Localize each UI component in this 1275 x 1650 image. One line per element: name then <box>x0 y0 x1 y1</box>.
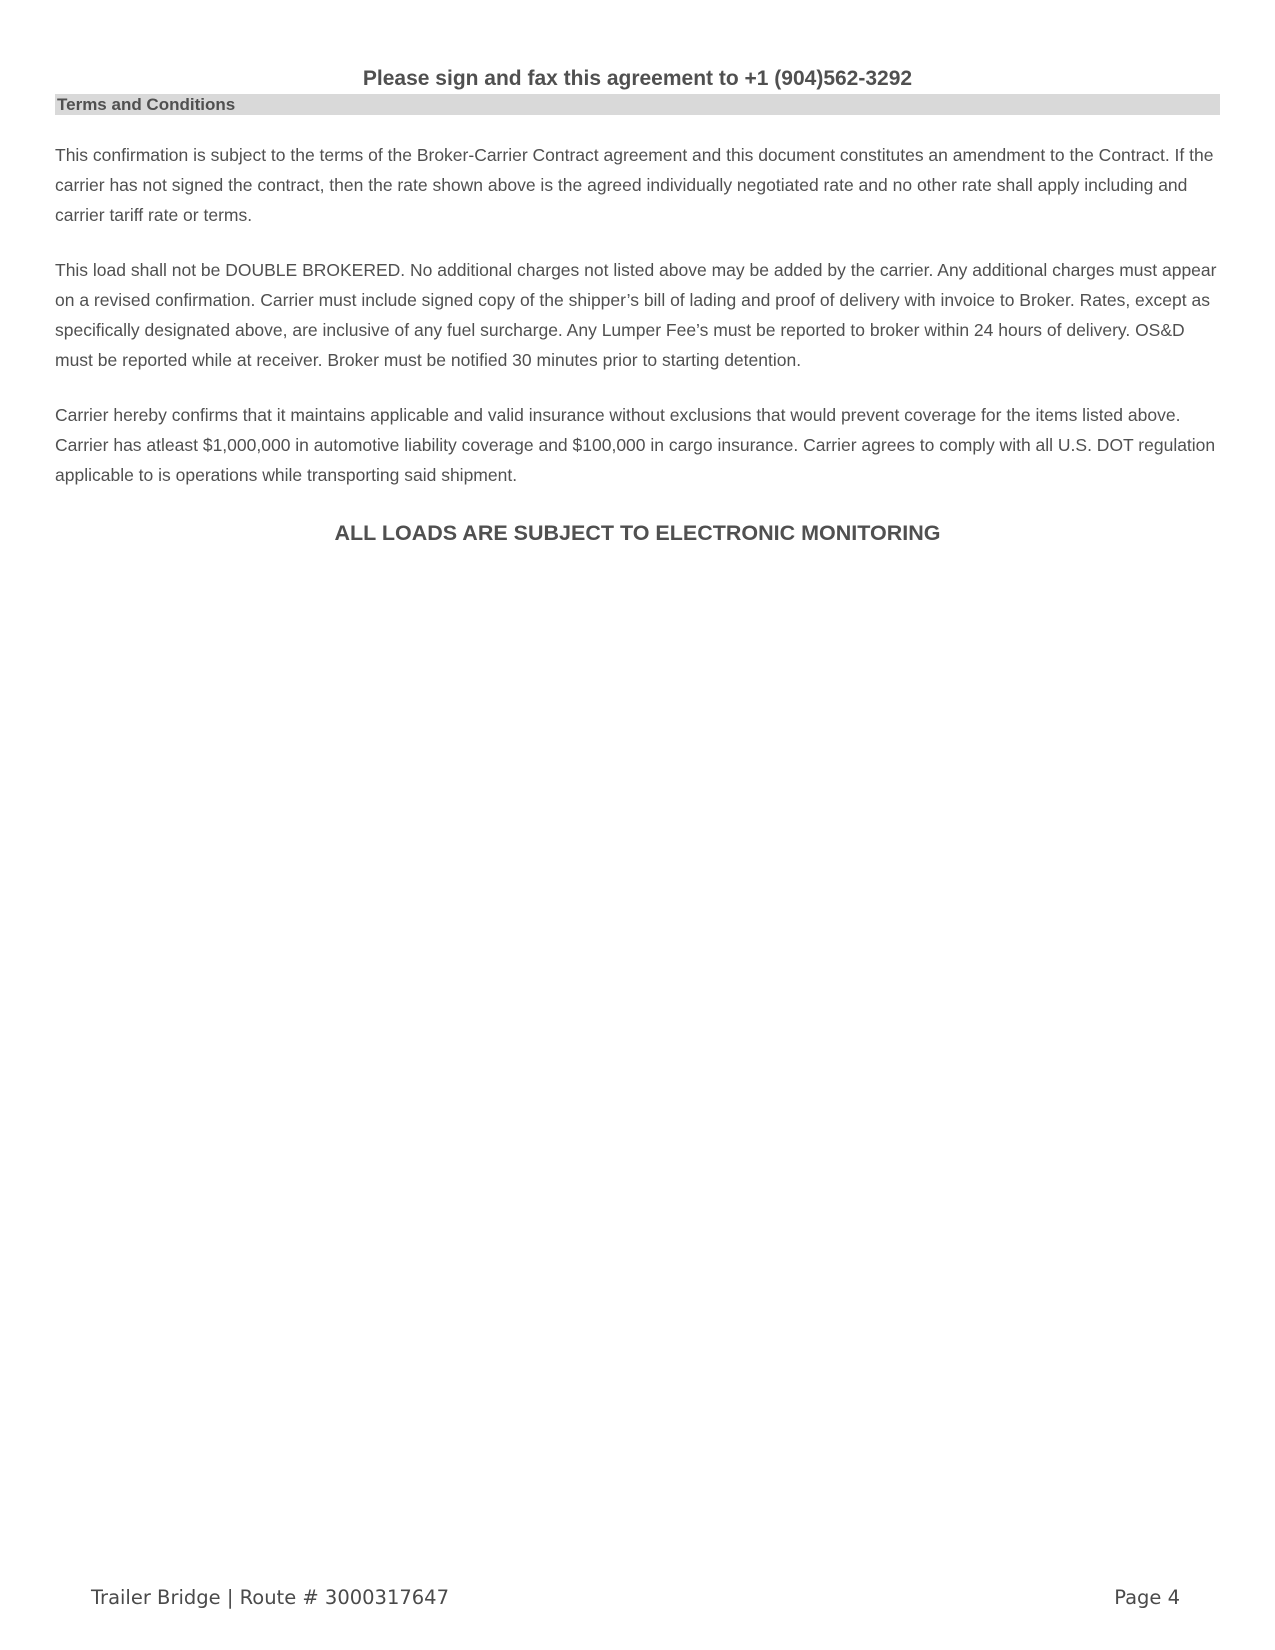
terms-paragraph-contract: This confirmation is subject to the terms of the Broker-Carrier Contract agreement and this document constitutes an amendment to the Contract. If the carrier has not signed the contract, then the rate shown above is the agreed individually negotiated rate and no other rate shall apply including and carrier tariff rate or terms. <box>55 145 1214 225</box>
footer-page-number: Page 4 <box>1114 1586 1180 1609</box>
monitoring-notice: ALL LOADS ARE SUBJECT TO ELECTRONIC MONITORING <box>334 521 941 545</box>
terms-paragraph-insurance: Carrier hereby confirms that it maintains applicable and valid insurance without exclusions that would prevent coverage for the items listed above. Carrier has atleast $1,000,000 in automotive liability coverage and $100,000 in cargo insurance. Carrier agrees to comply with all U.S. DOT regulation applicable to is operations while transporting said shipment. <box>55 405 1216 485</box>
footer-document-label: Trailer Bridge | Route # 3000317647 <box>91 1586 449 1609</box>
terms-paragraph-brokering: This load shall not be DOUBLE BROKERED. No additional charges not listed above may be added by the carrier. Any additional charges must appear on a revised confirmation. Carrier must include signed copy of the shipper’s bill of lading and proof of delivery with invoice to Broker. Rates, except as specifically designated above, are inclusive of any fuel surcharge. Any Lumper Fee’s must be reported to broker within 24 hours of delivery. OS&D must be reported while at receiver. Broker must be notified 30 minutes prior to starting detention. <box>55 260 1217 370</box>
terms-section-title: Terms and Conditions <box>57 95 236 114</box>
fax-instruction-heading: Please sign and fax this agreement to +1 (904)562-3292 <box>362 67 913 90</box>
terms-section-header <box>55 94 1220 115</box>
